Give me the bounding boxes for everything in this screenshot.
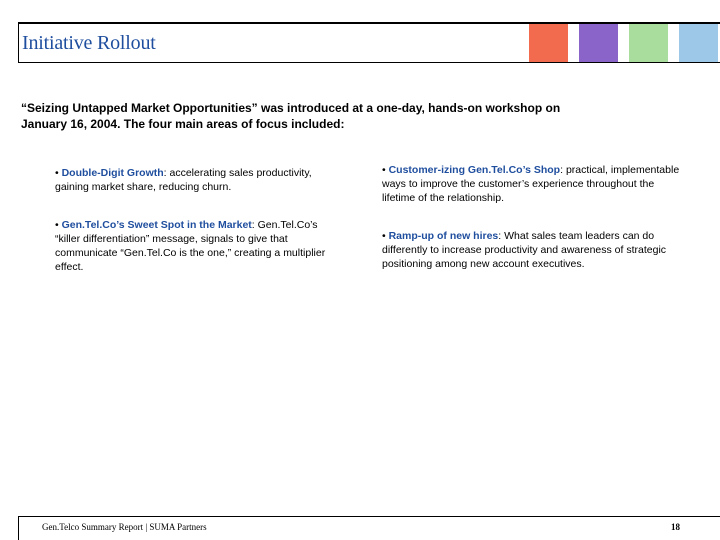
color-swatch-green: [629, 24, 668, 62]
bullet-heading: Customer-izing Gen.Tel.Co’s Shop: [388, 164, 561, 176]
slide-title: Initiative Rollout: [22, 32, 156, 54]
color-swatch-purple: [579, 24, 618, 62]
footer-text: Gen.Telco Summary Report | SUMA Partners: [42, 522, 207, 532]
bullet-heading: Double-Digit Growth: [61, 167, 164, 179]
bullet-heading: Ramp-up of new hires: [388, 230, 499, 242]
bullet-ramp-up: [382, 229, 682, 271]
header-left-rule: [18, 22, 19, 62]
bullet-marker: •: [55, 219, 62, 231]
color-swatch-orange: [529, 24, 568, 62]
bullet-body: : Gen.Tel.Co’s “killer differentiation” message, signals to give that communicate “Gen.Tel.Co is the one,” creating a multiplier effect.: [55, 219, 326, 273]
page-number: 18: [671, 522, 680, 532]
bullet-marker: •: [382, 164, 389, 176]
bullet-heading: Gen.Tel.Co’s Sweet Spot in the Market: [61, 219, 252, 231]
bullet-marker: •: [55, 167, 62, 179]
header-bottom-rule: [18, 62, 720, 63]
bullet-body: : practical, implementable ways to improve the customer’s experience throughout the lifetime of the relationship.: [382, 164, 680, 204]
bullet-marker: •: [382, 230, 389, 242]
footer-left-rule: [18, 516, 19, 540]
color-swatch-blue: [679, 24, 718, 62]
bullet-body: : What sales team leaders can do differently to increase productivity and awareness of strategic positioning among new account executives.: [382, 230, 667, 270]
footer-rule: [18, 516, 720, 517]
bullet-sweet-spot: [55, 218, 345, 274]
bullet-double-digit-growth: [55, 166, 345, 194]
intro-paragraph: “Seizing Untapped Market Opportunities” was introduced at a one-day, hands-on workshop on January 16, 2004. The four main areas of focus included:: [21, 101, 561, 131]
bullet-body: : accelerating sales productivity, gaining market share, reducing churn.: [55, 167, 312, 193]
bullet-customer-izing: [382, 163, 682, 205]
